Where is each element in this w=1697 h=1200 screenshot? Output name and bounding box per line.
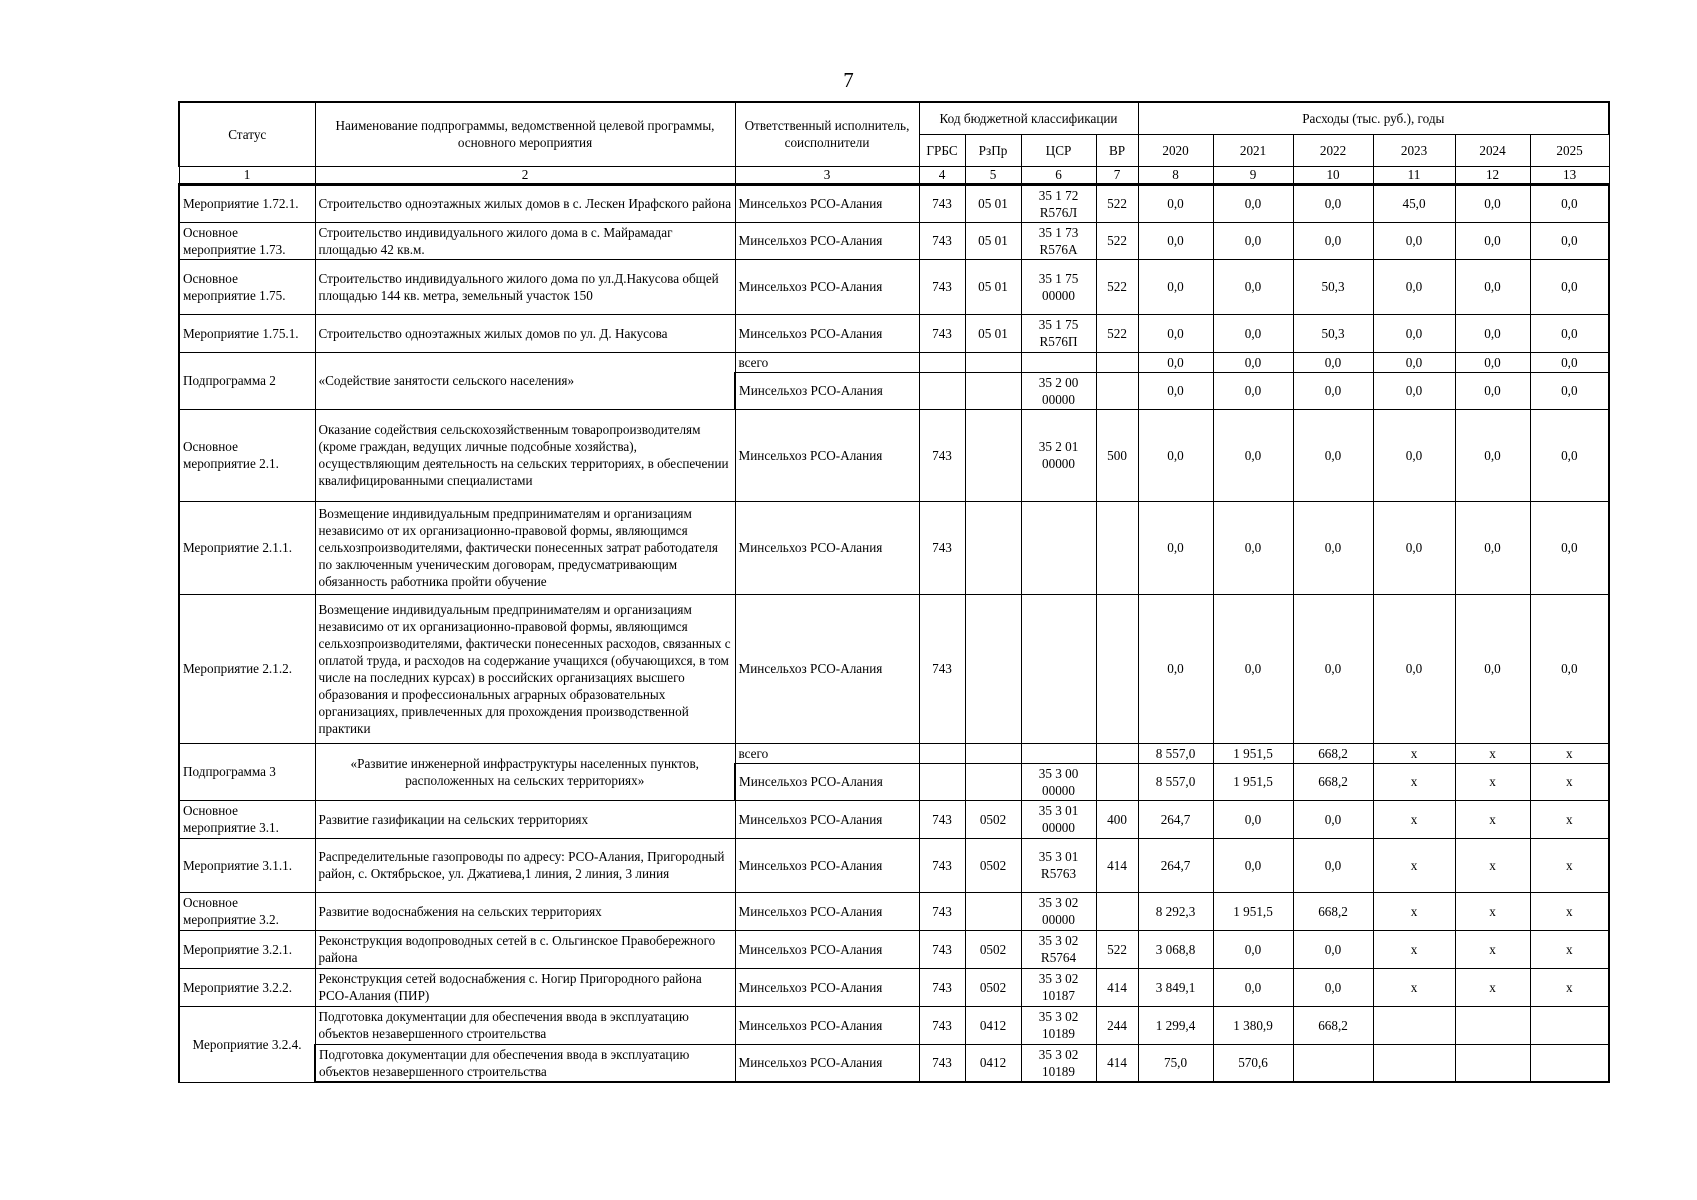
value-cell: 0,0 — [1138, 222, 1213, 259]
column-number: 3 — [735, 166, 919, 184]
status-cell: Мероприятие 1.75.1. — [179, 314, 315, 352]
value-cell: 0,0 — [1373, 594, 1455, 743]
value-cell: x — [1373, 930, 1455, 968]
name-cell: Возмещение индивидуальным предпринимателям и организациям независимо от их организационно-правовой формы, являющимся сельхозпроизводителями, фактически понесенных расходов, связанных с оплатой труда, и расходов на содержание учащихся (обучающихся, в том числе на последних курсах) в российских организациях высшего образования и профессиональных аграрных образовательных организациях, привлеченных для прохождения производственной практики — [315, 594, 735, 743]
vr-cell — [1096, 352, 1138, 372]
status-cell: Мероприятие 2.1.2. — [179, 594, 315, 743]
rzpr-cell: 05 01 — [965, 222, 1021, 259]
vr-cell — [1096, 501, 1138, 594]
value-cell: 0,0 — [1213, 259, 1293, 314]
responsible-cell: Минсельхоз РСО-Алания — [735, 314, 919, 352]
value-cell — [1455, 1006, 1530, 1044]
table-row — [179, 892, 1609, 930]
grbs-cell — [919, 372, 965, 409]
vr-cell: 414 — [1096, 1044, 1138, 1082]
column-number: 2 — [315, 166, 735, 184]
vr-cell — [1096, 743, 1138, 763]
value-cell: 0,0 — [1530, 409, 1609, 501]
table-row — [179, 501, 1609, 594]
status-cell: Мероприятие 3.2.2. — [179, 968, 315, 1006]
value-cell: 0,0 — [1373, 314, 1455, 352]
table-row — [179, 184, 1609, 222]
value-cell: 1 951,5 — [1213, 763, 1293, 800]
value-cell — [1530, 1006, 1609, 1044]
value-cell: 0,0 — [1138, 501, 1213, 594]
grbs-cell: 743 — [919, 968, 965, 1006]
name-cell: Строительство индивидуального жилого дома по ул.Д.Накусова общей площадью 144 кв. метра, земельный участок 150 — [315, 259, 735, 314]
table-row — [179, 930, 1609, 968]
grbs-cell: 743 — [919, 409, 965, 501]
value-cell: 0,0 — [1213, 930, 1293, 968]
value-cell: 0,0 — [1373, 501, 1455, 594]
value-cell: x — [1530, 968, 1609, 1006]
vr-cell: 414 — [1096, 968, 1138, 1006]
table-row — [179, 743, 1609, 763]
csr-cell: 35 3 02 00000 — [1021, 892, 1096, 930]
value-cell: 0,0 — [1138, 352, 1213, 372]
table-row — [179, 1006, 1609, 1044]
rzpr-cell — [965, 763, 1021, 800]
value-cell: x — [1373, 800, 1455, 838]
rzpr-cell: 05 01 — [965, 259, 1021, 314]
name-cell: Подготовка документации для обеспечения ввода в эксплуатацию объектов незавершенного строительства — [315, 1006, 735, 1044]
page-number: 7 — [843, 68, 854, 92]
value-cell: 0,0 — [1138, 314, 1213, 352]
table-row — [179, 838, 1609, 892]
rzpr-cell: 0502 — [965, 838, 1021, 892]
responsible-cell: Минсельхоз РСО-Алания — [735, 763, 919, 800]
value-cell: 0,0 — [1455, 314, 1530, 352]
value-cell: 0,0 — [1213, 409, 1293, 501]
value-cell: x — [1455, 892, 1530, 930]
csr-cell: 35 1 72 R576Л — [1021, 184, 1096, 222]
grbs-cell: 743 — [919, 501, 965, 594]
value-cell — [1373, 1006, 1455, 1044]
csr-cell: 35 2 00 00000 — [1021, 372, 1096, 409]
header-year: 2022 — [1293, 134, 1373, 166]
column-number: 9 — [1213, 166, 1293, 184]
value-cell: 0,0 — [1138, 184, 1213, 222]
value-cell: 1 299,4 — [1138, 1006, 1213, 1044]
value-cell: x — [1455, 800, 1530, 838]
status-cell: Мероприятие 3.2.4. — [179, 1006, 315, 1082]
value-cell: x — [1455, 763, 1530, 800]
name-cell: Развитие водоснабжения на сельских территориях — [315, 892, 735, 930]
header-year: 2025 — [1530, 134, 1609, 166]
name-cell: «Содействие занятости сельского населения» — [315, 352, 735, 409]
value-cell: 1 380,9 — [1213, 1006, 1293, 1044]
value-cell: 8 557,0 — [1138, 763, 1213, 800]
header-expenses: Расходы (тыс. руб.), годы — [1138, 102, 1609, 134]
responsible-cell: Минсельхоз РСО-Алания — [735, 930, 919, 968]
grbs-cell — [919, 763, 965, 800]
column-number-row — [179, 166, 1609, 184]
value-cell: 0,0 — [1373, 409, 1455, 501]
value-cell: 3 068,8 — [1138, 930, 1213, 968]
value-cell: 0,0 — [1213, 372, 1293, 409]
rzpr-cell — [965, 892, 1021, 930]
value-cell: 0,0 — [1293, 501, 1373, 594]
vr-cell — [1096, 892, 1138, 930]
value-cell: 0,0 — [1293, 372, 1373, 409]
status-cell: Основное мероприятие 3.2. — [179, 892, 315, 930]
responsible-cell: всего — [735, 743, 919, 763]
value-cell: 0,0 — [1213, 352, 1293, 372]
csr-cell: 35 3 00 00000 — [1021, 763, 1096, 800]
name-cell: Реконструкция сетей водоснабжения с. Ногир Пригородного района РСО-Алания (ПИР) — [315, 968, 735, 1006]
value-cell: 0,0 — [1530, 222, 1609, 259]
grbs-cell — [919, 352, 965, 372]
responsible-cell: Минсельхоз РСО-Алания — [735, 409, 919, 501]
csr-cell — [1021, 594, 1096, 743]
grbs-cell: 743 — [919, 1044, 965, 1082]
responsible-cell: Минсельхоз РСО-Алания — [735, 892, 919, 930]
responsible-cell: Минсельхоз РСО-Алания — [735, 259, 919, 314]
value-cell: x — [1530, 930, 1609, 968]
value-cell: x — [1455, 968, 1530, 1006]
value-cell: x — [1455, 930, 1530, 968]
column-number: 6 — [1021, 166, 1096, 184]
grbs-cell: 743 — [919, 1006, 965, 1044]
value-cell: 75,0 — [1138, 1044, 1213, 1082]
table-row — [179, 594, 1609, 743]
column-number: 13 — [1530, 166, 1609, 184]
value-cell: 668,2 — [1293, 1006, 1373, 1044]
grbs-cell: 743 — [919, 892, 965, 930]
vr-cell: 400 — [1096, 800, 1138, 838]
value-cell: 45,0 — [1373, 184, 1455, 222]
rzpr-cell: 0502 — [965, 800, 1021, 838]
value-cell: 0,0 — [1213, 222, 1293, 259]
value-cell: 570,6 — [1213, 1044, 1293, 1082]
value-cell: x — [1373, 968, 1455, 1006]
value-cell: 3 849,1 — [1138, 968, 1213, 1006]
value-cell: x — [1530, 838, 1609, 892]
value-cell: 0,0 — [1138, 259, 1213, 314]
value-cell: x — [1530, 763, 1609, 800]
value-cell: 0,0 — [1530, 184, 1609, 222]
vr-cell: 522 — [1096, 184, 1138, 222]
vr-cell — [1096, 594, 1138, 743]
rzpr-cell — [965, 352, 1021, 372]
value-cell: 1 951,5 — [1213, 743, 1293, 763]
value-cell: 0,0 — [1293, 594, 1373, 743]
table-row — [179, 352, 1609, 372]
grbs-cell: 743 — [919, 594, 965, 743]
budget-table — [178, 101, 1610, 1083]
table-row — [179, 222, 1609, 259]
csr-cell: 35 1 75 R576П — [1021, 314, 1096, 352]
value-cell: 668,2 — [1293, 743, 1373, 763]
csr-cell: 35 2 01 00000 — [1021, 409, 1096, 501]
table-row — [179, 968, 1609, 1006]
value-cell: x — [1373, 892, 1455, 930]
grbs-cell: 743 — [919, 222, 965, 259]
header-csr: ЦСР — [1021, 134, 1096, 166]
name-cell: Строительство одноэтажных жилых домов в с. Лескен Ирафского района — [315, 184, 735, 222]
header-year: 2020 — [1138, 134, 1213, 166]
name-cell: «Развитие инженерной инфраструктуры населенных пунктов, расположенных на сельских территориях» — [315, 743, 735, 800]
value-cell: 0,0 — [1293, 409, 1373, 501]
value-cell: 0,0 — [1293, 930, 1373, 968]
csr-cell — [1021, 501, 1096, 594]
value-cell: 0,0 — [1213, 314, 1293, 352]
csr-cell: 35 3 02 10187 — [1021, 968, 1096, 1006]
value-cell: 0,0 — [1138, 594, 1213, 743]
grbs-cell: 743 — [919, 930, 965, 968]
csr-cell — [1021, 352, 1096, 372]
header-rzpr: РзПр — [965, 134, 1021, 166]
value-cell: 0,0 — [1455, 352, 1530, 372]
name-cell: Возмещение индивидуальным предпринимателям и организациям независимо от их организационно-правовой формы, являющимся сельхозпроизводителями, фактически понесенных затрат работодателя по заключенным ученическим договорам, предусматривающим обязанность работника пройти обучение — [315, 501, 735, 594]
table-row — [179, 314, 1609, 352]
csr-cell: 35 3 01 00000 — [1021, 800, 1096, 838]
value-cell: 0,0 — [1530, 501, 1609, 594]
csr-cell: 35 1 75 00000 — [1021, 259, 1096, 314]
status-cell: Подпрограмма 3 — [179, 743, 315, 800]
vr-cell — [1096, 372, 1138, 409]
value-cell: 0,0 — [1530, 594, 1609, 743]
status-cell: Подпрограмма 2 — [179, 352, 315, 409]
table-row — [179, 259, 1609, 314]
value-cell: 0,0 — [1530, 372, 1609, 409]
grbs-cell — [919, 743, 965, 763]
responsible-cell: Минсельхоз РСО-Алания — [735, 968, 919, 1006]
name-cell: Реконструкция водопроводных сетей в с. Ольгинское Правобережного района — [315, 930, 735, 968]
value-cell: 0,0 — [1455, 184, 1530, 222]
responsible-cell: Минсельхоз РСО-Алания — [735, 372, 919, 409]
csr-cell — [1021, 743, 1096, 763]
status-cell: Мероприятие 2.1.1. — [179, 501, 315, 594]
rzpr-cell: 0502 — [965, 968, 1021, 1006]
value-cell: 0,0 — [1138, 409, 1213, 501]
rzpr-cell — [965, 409, 1021, 501]
vr-cell: 522 — [1096, 222, 1138, 259]
value-cell: 0,0 — [1373, 372, 1455, 409]
rzpr-cell — [965, 594, 1021, 743]
value-cell: 0,0 — [1455, 501, 1530, 594]
value-cell: 0,0 — [1213, 501, 1293, 594]
value-cell: 0,0 — [1455, 259, 1530, 314]
rzpr-cell — [965, 372, 1021, 409]
status-cell: Мероприятие 3.2.1. — [179, 930, 315, 968]
responsible-cell: Минсельхоз РСО-Алания — [735, 800, 919, 838]
responsible-cell: Минсельхоз РСО-Алания — [735, 1044, 919, 1082]
status-cell: Основное мероприятие 1.73. — [179, 222, 315, 259]
value-cell: 0,0 — [1293, 838, 1373, 892]
rzpr-cell — [965, 501, 1021, 594]
column-number: 4 — [919, 166, 965, 184]
table-row — [179, 800, 1609, 838]
table-row — [179, 409, 1609, 501]
name-cell: Оказание содействия сельскохозяйственным товаропроизводителям (кроме граждан, ведущих личные подсобные хозяйства), осуществляющим деятельность на сельских территориях, в обеспечении квалифицированными специалистами — [315, 409, 735, 501]
grbs-cell: 743 — [919, 184, 965, 222]
value-cell: 0,0 — [1293, 968, 1373, 1006]
value-cell — [1373, 1044, 1455, 1082]
value-cell: 0,0 — [1530, 314, 1609, 352]
value-cell: x — [1455, 838, 1530, 892]
vr-cell: 522 — [1096, 930, 1138, 968]
value-cell: x — [1530, 743, 1609, 763]
header-grbs: ГРБС — [919, 134, 965, 166]
value-cell: 0,0 — [1455, 372, 1530, 409]
vr-cell: 522 — [1096, 314, 1138, 352]
value-cell: 264,7 — [1138, 838, 1213, 892]
value-cell: 0,0 — [1373, 259, 1455, 314]
rzpr-cell — [965, 743, 1021, 763]
value-cell: 8 557,0 — [1138, 743, 1213, 763]
rzpr-cell: 05 01 — [965, 184, 1021, 222]
value-cell: 0,0 — [1213, 968, 1293, 1006]
csr-cell: 35 3 02 R5764 — [1021, 930, 1096, 968]
value-cell: 50,3 — [1293, 259, 1373, 314]
value-cell: 0,0 — [1530, 259, 1609, 314]
status-cell: Мероприятие 1.72.1. — [179, 184, 315, 222]
value-cell: 50,3 — [1293, 314, 1373, 352]
value-cell: 0,0 — [1530, 352, 1609, 372]
column-number: 11 — [1373, 166, 1455, 184]
value-cell: x — [1455, 743, 1530, 763]
value-cell: x — [1530, 800, 1609, 838]
value-cell: x — [1373, 763, 1455, 800]
value-cell: 0,0 — [1213, 800, 1293, 838]
value-cell: 0,0 — [1213, 594, 1293, 743]
responsible-cell: всего — [735, 352, 919, 372]
vr-cell: 522 — [1096, 259, 1138, 314]
column-number: 5 — [965, 166, 1021, 184]
value-cell: 1 951,5 — [1213, 892, 1293, 930]
header-vr: ВР — [1096, 134, 1138, 166]
column-number: 7 — [1096, 166, 1138, 184]
rzpr-cell: 05 01 — [965, 314, 1021, 352]
name-cell: Развитие газификации на сельских территориях — [315, 800, 735, 838]
status-cell: Мероприятие 3.1.1. — [179, 838, 315, 892]
status-cell: Основное мероприятие 1.75. — [179, 259, 315, 314]
vr-cell — [1096, 763, 1138, 800]
vr-cell: 244 — [1096, 1006, 1138, 1044]
vr-cell: 414 — [1096, 838, 1138, 892]
header-year: 2021 — [1213, 134, 1293, 166]
value-cell — [1293, 1044, 1373, 1082]
value-cell: 0,0 — [1293, 222, 1373, 259]
name-cell: Распределительные газопроводы по адресу: РСО-Алания, Пригородный район, с. Октябрьское, ул. Джатиева,1 линия, 2 линия, 3 линия — [315, 838, 735, 892]
name-cell: Строительство одноэтажных жилых домов по ул. Д. Накусова — [315, 314, 735, 352]
value-cell — [1455, 1044, 1530, 1082]
rzpr-cell: 0412 — [965, 1044, 1021, 1082]
value-cell — [1530, 1044, 1609, 1082]
value-cell: 0,0 — [1455, 222, 1530, 259]
grbs-cell: 743 — [919, 838, 965, 892]
header-status: Статус — [179, 102, 315, 166]
column-number: 12 — [1455, 166, 1530, 184]
grbs-cell: 743 — [919, 259, 965, 314]
header-budget-code: Код бюджетной классификации — [919, 102, 1138, 134]
header-name: Наименование подпрограммы, ведомственной целевой программы, основного мероприятия — [315, 102, 735, 166]
value-cell: 0,0 — [1138, 372, 1213, 409]
table-header — [179, 102, 1609, 184]
value-cell: 668,2 — [1293, 763, 1373, 800]
table-body — [179, 184, 1609, 1082]
header-year: 2024 — [1455, 134, 1530, 166]
vr-cell: 500 — [1096, 409, 1138, 501]
column-number: 8 — [1138, 166, 1213, 184]
responsible-cell: Минсельхоз РСО-Алания — [735, 184, 919, 222]
column-number: 1 — [179, 166, 315, 184]
value-cell: 0,0 — [1213, 184, 1293, 222]
responsible-cell: Минсельхоз РСО-Алания — [735, 501, 919, 594]
status-cell: Основное мероприятие 3.1. — [179, 800, 315, 838]
responsible-cell: Минсельхоз РСО-Алания — [735, 838, 919, 892]
value-cell: 0,0 — [1455, 594, 1530, 743]
csr-cell: 35 1 73 R576А — [1021, 222, 1096, 259]
value-cell: x — [1530, 892, 1609, 930]
status-cell: Основное мероприятие 2.1. — [179, 409, 315, 501]
value-cell: 0,0 — [1213, 838, 1293, 892]
value-cell: 8 292,3 — [1138, 892, 1213, 930]
value-cell: 0,0 — [1455, 409, 1530, 501]
value-cell: 0,0 — [1293, 184, 1373, 222]
csr-cell: 35 3 01 R5763 — [1021, 838, 1096, 892]
csr-cell: 35 3 02 10189 — [1021, 1006, 1096, 1044]
value-cell: 264,7 — [1138, 800, 1213, 838]
rzpr-cell: 0502 — [965, 930, 1021, 968]
responsible-cell: Минсельхоз РСО-Алания — [735, 222, 919, 259]
csr-cell: 35 3 02 10189 — [1021, 1044, 1096, 1082]
value-cell: 668,2 — [1293, 892, 1373, 930]
table-row — [179, 1044, 1609, 1082]
value-cell: x — [1373, 838, 1455, 892]
name-cell: Строительство индивидуального жилого дома в с. Майрамадаг площадью 42 кв.м. — [315, 222, 735, 259]
name-cell: Подготовка документации для обеспечения ввода в эксплуатацию объектов незавершенного строительства — [315, 1044, 735, 1082]
value-cell: 0,0 — [1373, 222, 1455, 259]
value-cell: 0,0 — [1373, 352, 1455, 372]
header-year: 2023 — [1373, 134, 1455, 166]
responsible-cell: Минсельхоз РСО-Алания — [735, 1006, 919, 1044]
column-number: 10 — [1293, 166, 1373, 184]
value-cell: x — [1373, 743, 1455, 763]
value-cell: 0,0 — [1293, 352, 1373, 372]
rzpr-cell: 0412 — [965, 1006, 1021, 1044]
value-cell: 0,0 — [1293, 800, 1373, 838]
grbs-cell: 743 — [919, 314, 965, 352]
grbs-cell: 743 — [919, 800, 965, 838]
header-responsible: Ответственный исполнитель, соисполнители — [735, 102, 919, 166]
responsible-cell: Минсельхоз РСО-Алания — [735, 594, 919, 743]
